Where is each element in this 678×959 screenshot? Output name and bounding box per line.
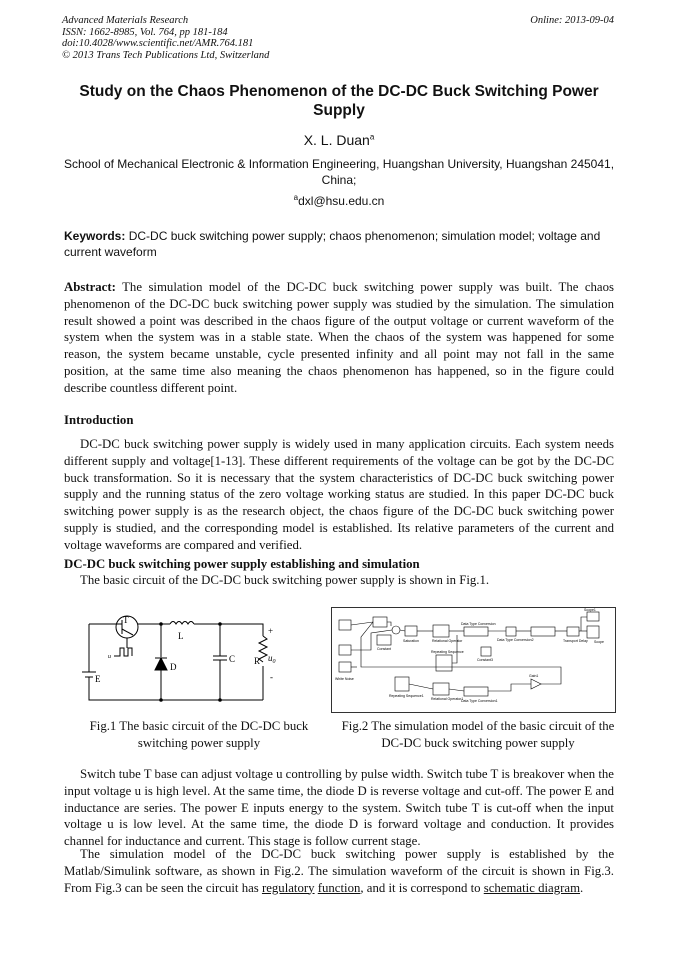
fig2-caption: Fig.2 The simulation model of the basic circuit of the DC-DC buck switching power supply [341,719,615,750]
block-saturation: Saturation [403,639,419,643]
block-constant3: Constant3 [477,658,493,662]
para2-main: The simulation model of the DC-DC buck switching power supply is established by the Matlab/Simulink software, as shown in Fig.2. The simulation waveform of the circuit is shown in Fig.3. From Fig.3 can be seen the circuit has [64,847,614,895]
block-repeating-sequence1: Repeating Sequence1 [389,694,424,698]
diode-d [155,658,167,670]
email-sup: a [293,193,299,202]
link-function[interactable]: function [317,880,361,895]
journal-header [62,15,269,61]
block-data-type-conversion2: Data Type Conversion2 [497,638,534,642]
label-t: T [123,615,129,625]
block-data-type-conversion1: Data Type Conversion1 [461,699,498,703]
introduction-heading: Introduction [64,413,134,427]
keywords [64,229,614,260]
block-repeating-sequence: Repeating Sequence [431,650,464,654]
wire-top-right [194,624,263,636]
para2-mid: , and it is correspond to [360,880,484,895]
paper-title: Study on the Chaos Phenomenon of the DC-DC Buck Switching Power Supply [79,83,599,119]
email [62,194,616,208]
fig2-simulink-model [331,607,616,713]
label-c: C [229,654,236,664]
label-e: E [95,674,101,684]
section2-intro: The basic circuit of the DC-DC buck switching power supply is shown in Fig.1. [80,573,490,587]
label-u0: $u_0$ [268,653,276,665]
fig1-circuit-diagram [80,604,280,714]
copyright: © 2013 Trans Tech Publications Ltd, Switzerland [62,49,270,61]
abstract [64,279,614,397]
label-minus: - [270,672,273,682]
block-scope: Scope [594,640,604,644]
email-address: dxl@hsu.edu.cn [298,194,385,208]
block-relational-operator: Relational Operator [432,639,463,643]
label-d: D [170,662,177,672]
link-schematic-diagram[interactable]: schematic diagram [483,880,581,895]
introduction-text: DC-DC buck switching power supply is widely used in many application circuits. Each system needs different supply and voltage[1-13]. These different requirements of the voltage can be got by the DC-DC buck transformation. So it is necessary that the system characteristics of DC-DC buck switching power supply and the running status of the zero voltage working status are studied. In this paper DC-DC buck switching power supply is as the research object, the chaos figure of the DC-DC buck switching power supply is studied, and the corresponding model is established. Its relative parameters of the current and voltage waveforms are compared and verified. [64,437,614,552]
para2-end: . [580,880,584,895]
inductor-l [170,622,194,625]
abstract-label: Abstract: [64,280,116,294]
keywords-label: Keywords: [64,229,126,243]
label-plus: + [268,626,274,636]
paragraph-switch-tube: Switch tube T base can adjust voltage u controlling by pulse width. Switch tube T is breakover when the input voltage u is high level. At the same time, the diode D is reverse voltage and cut-off. The power E and inductance are series. The power E inputs energy to the system. Switch tube T is cut-off when the input voltage u is low level. At the same time, the diode D is forward voltage and conduction. It provides channel for inductance and current. This stage is follow current stage. [64,767,614,849]
issn: ISSN: 1662-8985, Vol. 764, pp 181-184 [62,26,228,38]
journal-name: Advanced Materials Research [62,15,189,26]
block-gain1: Gain1 [529,674,539,678]
affiliation: School of Mechanical Electronic & Information Engineering, Huangshan University, Huangshan 245041, China; [63,157,615,187]
fig1-caption: Fig.1 The basic circuit of the DC-DC buck switching power supply [89,719,309,750]
block-scope1: Scope1 [584,608,596,612]
author [62,132,616,148]
pwm-symbol [114,648,132,656]
wire-bottom [89,677,263,700]
link-regulatory[interactable]: regulatory [261,880,315,895]
resistor-r [259,636,267,662]
label-r: R [254,656,261,666]
label-l: L [178,631,184,641]
paragraph-simulation [64,846,614,896]
online-date: Online: 2013-09-04 [530,15,614,26]
block-white-noise: White Noise [335,677,354,681]
block-constant: Constant [377,647,392,651]
author-sup: a [369,132,375,142]
block-transport-delay: Transport Delay [563,639,588,643]
block-relational-operator1: Relational Operator1 [431,697,464,701]
label-ub: u [108,654,111,660]
keywords-text: DC-DC buck switching power supply; chaos phenomenon; simulation model; voltage and current waveform [64,229,601,259]
abstract-text: The simulation model of the DC-DC buck switching power supply was built. The chaos phenomenon of the DC-DC buck switching power supply was studied by the simulation. The simulation result showed a point was described in the chaos figure of the output voltage or current waveform of the system when the system was in a stable state. When the chaos of the system was happened for some reason, the system became unstable, cycle presented infinity and all point may not fall in the same position, at the same time also meaning the chaos phenomenon has happened, so in the figure could describe countless different point. [64,280,614,395]
author-name: X. L. Duan [303,132,370,148]
doi: doi:10.4028/www.scientific.net/AMR.764.181 [62,38,254,49]
block-data-type-conversion: Data Type Conversion [461,622,496,626]
section2-heading: DC-DC buck switching power supply establishing and simulation [64,557,420,571]
